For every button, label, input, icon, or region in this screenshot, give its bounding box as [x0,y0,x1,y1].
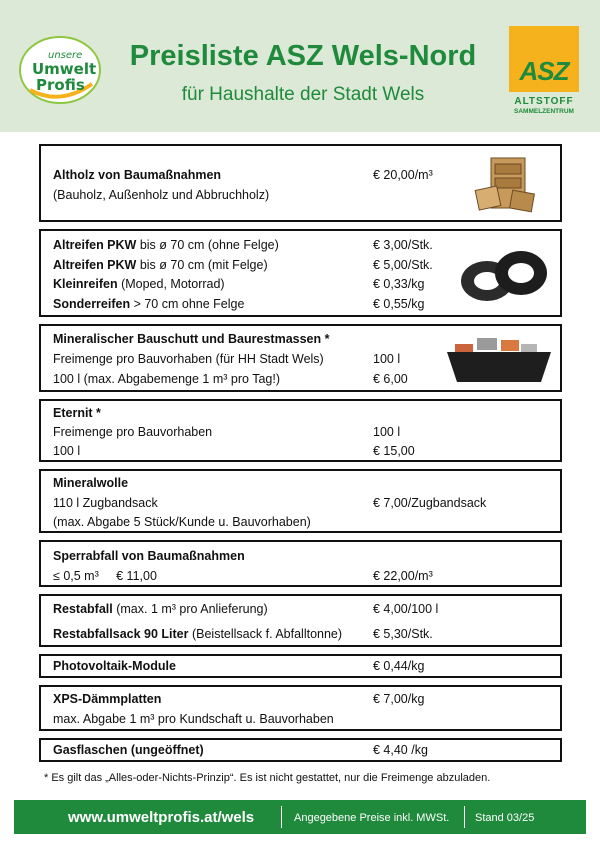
reifen-row-3-bold: Kleinreifen [53,277,118,291]
restabfall-row-1-rest: (max. 1 m³ pro Anlieferung) [112,602,268,616]
footer-url[interactable]: www.umweltprofis.at/wels [68,809,255,826]
box-reifen [39,229,562,317]
reifen-row-3 [53,277,225,291]
reifen-row-1-price: € 3,00/Stk. [373,238,433,252]
reifen-row-2-rest: bis ø 70 cm (mit Felge) [136,258,268,272]
asz-logo-line2: SAMMELZENTRUM [514,108,574,115]
asz-logo [504,26,584,118]
box-photovoltaik [39,654,562,678]
footer-vat-note: Angegebene Preise inkl. MWSt. [294,812,450,824]
altholz-price: € 20,00/m³ [373,168,433,182]
box-gasflaschen [39,738,562,762]
reifen-row-3-rest: (Moped, Motorrad) [117,277,225,291]
box-xps [39,685,562,731]
reifen-row-3-price: € 0,33/kg [373,277,425,291]
umweltprofis-logo [18,34,102,106]
box-bauschutt [39,324,562,392]
sperrabfall-row-1-price: € 22,00/m³ [373,569,433,583]
sperrabfall-label: Sperrabfall von Baumaßnahmen [53,549,245,563]
bauschutt-label: Mineralischer Bauschutt und Baurestmassen * [53,332,330,346]
eternit-row-1: Freimenge pro Bauvorhaben [53,425,213,439]
restabfall-row-1-bold: Restabfall [53,602,113,616]
reifen-row-1 [53,238,279,252]
xps-price: € 7,00/kg [373,692,425,706]
box-eternit [39,399,562,462]
reifen-row-4-bold: Sonderreifen [53,297,131,311]
asz-logo-line1: ALTSTOFF [514,96,574,107]
reifen-row-4-rest: > 70 cm ohne Felge [130,297,245,311]
altholz-label: Altholz von Baumaßnahmen [53,168,222,182]
wooden-furniture-icon [471,152,539,216]
restabfall-row-1 [53,602,268,616]
tires-icon [459,245,551,305]
reifen-row-4 [53,297,244,311]
footer-stand: Stand 03/25 [475,812,535,824]
box-mineralwolle [39,469,562,533]
footer [14,800,586,834]
logo-text-umwelt: Umwelt [32,60,97,78]
reifen-row-2-price: € 5,00/Stk. [373,258,433,272]
reifen-row-1-rest: bis ø 70 cm (ohne Felge) [136,238,279,252]
altholz-sub: (Bauholz, Außenholz und Abbruchholz) [53,188,270,202]
xps-label: XPS-Dämmplatten [53,692,162,706]
mineralwolle-row-2: (max. Abgabe 5 Stück/Kunde u. Bauvorhaben) [53,515,311,529]
footnote: * Es gilt das „Alles-oder-Nichts-Prinzip“. Es ist nicht gestattet, nur die Freimenge abzuladen. [44,772,491,784]
rubble-tub-icon [445,332,553,386]
bauschutt-row-2: 100 l (max. Abgabemenge 1 m³ pro Tag!) [53,372,280,386]
gasflaschen-label: Gasflaschen (ungeöffnet) [53,743,204,757]
restabfall-row-2-price: € 5,30/Stk. [373,627,433,641]
bauschutt-row-1: Freimenge pro Bauvorhaben (für HH Stadt Wels) [53,352,324,366]
box-sperrabfall [39,540,562,587]
photovoltaik-label: Photovoltaik-Module [53,659,176,673]
restabfall-row-2 [53,627,342,641]
restabfall-row-2-rest: (Beistellsack f. Abfalltonne) [188,627,343,641]
asz-logo-mark [509,26,579,92]
restabfall-row-1-price: € 4,00/100 l [373,602,439,616]
eternit-label: Eternit * [53,406,101,420]
mineralwolle-row-1-price: € 7,00/Zugbandsack [373,496,487,510]
eternit-row-2-price: € 15,00 [373,444,415,458]
page-subtitle: für Haushalte der Stadt Wels [181,84,425,105]
photovoltaik-price: € 0,44/kg [373,659,425,673]
sperrabfall-row-1: ≤ 0,5 m³ € 11,00 [53,569,157,583]
asz-logo-text: ASZ [519,56,569,86]
bauschutt-row-1-price: 100 l [373,352,401,366]
mineralwolle-row-1: 110 l Zugbandsack [53,496,158,510]
page-title: Preisliste ASZ Wels-Nord [129,40,477,72]
reifen-row-2-bold: Altreifen PKW [53,258,137,272]
logo-text-profis: Profis [36,76,85,94]
mineralwolle-label: Mineralwolle [53,476,129,490]
header [0,0,600,132]
reifen-row-2 [53,258,268,272]
eternit-row-2: 100 l [53,444,81,458]
gasflaschen-price: € 4,40 /kg [373,743,428,757]
restabfall-row-2-bold: Restabfallsack 90 Liter [53,627,189,641]
reifen-row-4-price: € 0,55/kg [373,297,425,311]
footer-divider [281,806,282,828]
xps-row-2: max. Abgabe 1 m³ pro Kundschaft u. Bauvorhaben [53,712,334,726]
bauschutt-row-2-price: € 6,00 [373,372,408,386]
reifen-row-1-bold: Altreifen PKW [53,238,137,252]
footer-divider [464,806,465,828]
logo-text-unsere: unsere [48,50,83,61]
box-restabfall [39,594,562,647]
box-altholz [39,144,562,222]
eternit-row-1-price: 100 l [373,425,401,439]
